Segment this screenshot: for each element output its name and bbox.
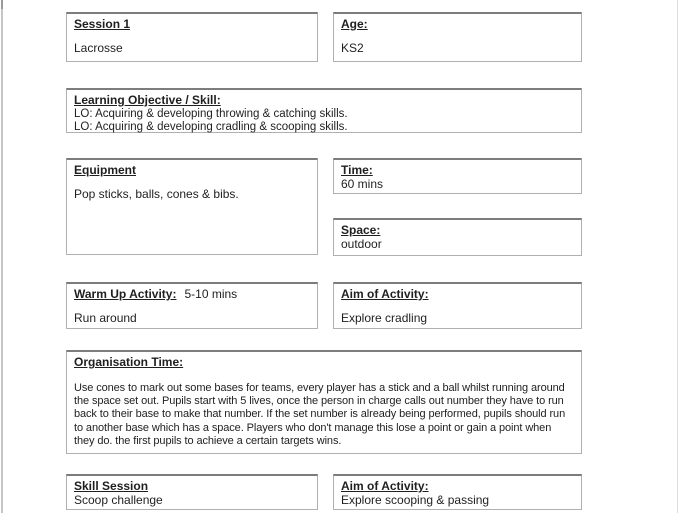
aim-of-activity-skill-heading: Aim of Activity: xyxy=(341,479,429,493)
skill-session-value: Scoop challenge xyxy=(74,492,163,507)
aim-of-activity-skill-value: Explore scooping & passing xyxy=(341,492,490,507)
warm-up-heading-line xyxy=(74,287,237,301)
time-box xyxy=(333,158,582,194)
age-heading: Age: xyxy=(341,17,368,31)
space-box xyxy=(333,218,582,256)
aim-of-activity-warmup-value: Explore cradling xyxy=(341,310,428,325)
equipment-value: Pop sticks, balls, cones & bibs. xyxy=(74,186,239,201)
page-left-edge-line xyxy=(1,0,3,513)
skill-session-box xyxy=(66,474,318,510)
page-right-edge-line xyxy=(677,0,678,513)
equipment-box xyxy=(66,158,318,255)
learning-objective-line-1: LO: Acquiring & developing throwing & catching skills. xyxy=(74,107,348,120)
aim-of-activity-warmup-heading: Aim of Activity: xyxy=(341,287,429,301)
age-value: KS2 xyxy=(341,40,364,55)
learning-objective-line-2: LO: Acquiring & developing cradling & scooping skills. xyxy=(74,121,348,133)
organisation-time-box xyxy=(66,350,582,454)
time-heading: Time: xyxy=(341,163,373,177)
session-value: Lacrosse xyxy=(74,40,123,55)
organisation-time-paragraph: Use cones to mark out some bases for teams, every player has a stick and a ball whilst running around the space set out. Pupils start with 5 lives, once the person in charge calls out number they have to run back to their base to make that number. If the set number is already being performed, pupils should run to another base which has a space. Players who don't manage this lose a point or gain a point when they do. the first pupils to achieve a certain targets wins. xyxy=(74,381,566,448)
time-value: 60 mins xyxy=(341,176,384,191)
age-box xyxy=(333,12,582,62)
aim-of-activity-warmup-box xyxy=(333,282,582,329)
equipment-heading: Equipment xyxy=(74,163,136,177)
skill-session-heading: Skill Session xyxy=(74,479,149,493)
space-value: outdoor xyxy=(341,236,382,251)
organisation-time-heading: Organisation Time: xyxy=(74,355,184,369)
page-left-edge-cap xyxy=(1,0,3,9)
session-box xyxy=(66,12,318,62)
learning-objective-heading: Learning Objective / Skill: xyxy=(74,93,221,107)
learning-objective-box xyxy=(66,88,582,133)
warm-up-box xyxy=(66,282,318,329)
warm-up-value: Run around xyxy=(74,310,137,325)
warm-up-duration: 5-10 mins xyxy=(184,287,238,301)
space-heading: Space: xyxy=(341,223,381,237)
warm-up-heading: Warm Up Activity: xyxy=(74,287,177,301)
session-heading: Session 1 xyxy=(74,17,131,31)
aim-of-activity-skill-box xyxy=(333,474,582,510)
